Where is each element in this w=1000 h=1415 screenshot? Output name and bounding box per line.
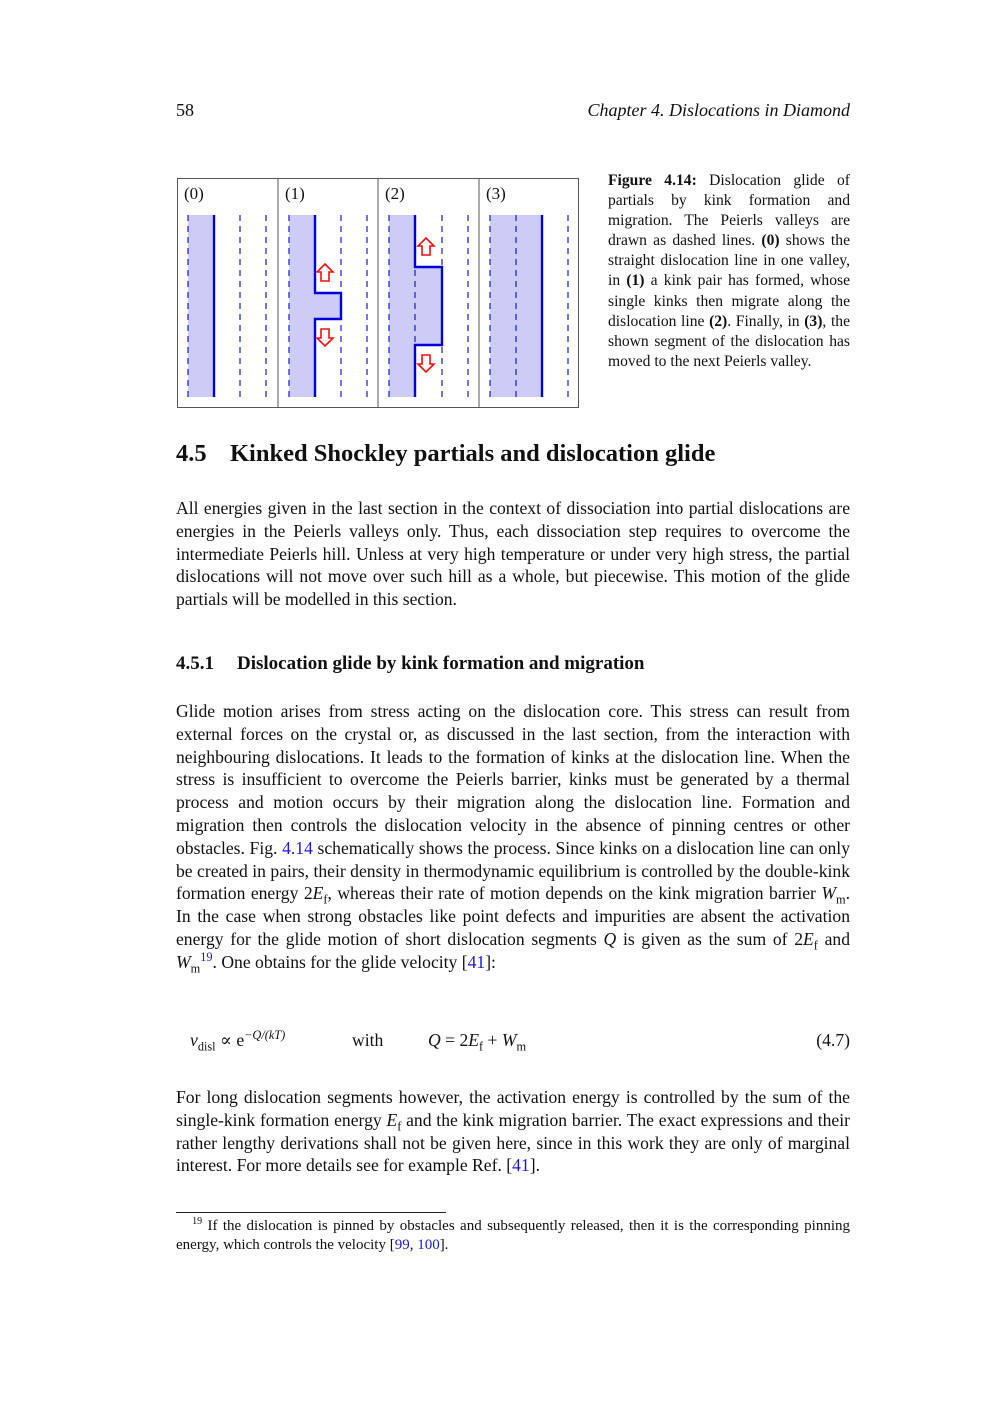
caption-text: , the shown segment of the dislocation has moved to the next Peierls valley. (608, 312, 850, 370)
caption-text: shows the straight dislocation line in one valley, in (608, 232, 850, 290)
math: −Q/(kT) (244, 1028, 286, 1043)
math: f (323, 892, 328, 907)
text: Glide motion arises from stress acting on the dislocation core. This stress can result from external forces on the crystal or, as discussed in the last section, from the interaction with neighbouring dislocations. It leads to the formation of kinks at the dislocation line. When the stress is insufficient to overcome the Peierls barrier, kinks must be generated by a thermal process and motion occurs by their migration along the dislocation line. Formation and migration then controls the dislocation velocity in the absence of pinning centres or other obstacles. Fig. (176, 701, 850, 858)
citation-link[interactable]: 100 (417, 1237, 440, 1253)
math: Q (603, 928, 617, 949)
text: , (409, 1237, 418, 1253)
math: = 2 (440, 1030, 469, 1050)
kink-area (415, 267, 442, 345)
text: . In the case when strong obstacles like point defects and impurities are absent the activation energy for the glide motion of short dislocation segments (176, 883, 851, 949)
equation-number: (4.7) (816, 1030, 850, 1050)
footnote-rule (176, 1212, 446, 1213)
figure-4-14 (170, 170, 590, 415)
math: m (836, 892, 846, 907)
citation-link[interactable]: 99 (394, 1237, 410, 1253)
caption-ref: (2) (709, 312, 728, 330)
subsection-title: Dislocation glide by kink formation and migration (237, 653, 645, 674)
section-heading (176, 440, 715, 468)
arrow-down-icon (418, 355, 434, 372)
paragraph: All energies given in the last section in the context of dissociation into partial dislocations are energies in the Peierls valleys only. Thus, each dissociation step requires to overcome the intermediate Peierls hill. Unless at very high temperature or under very high stress, the partial dislocations will not move over such hill as a whole, but piecewise. This motion of the glide partials will be modelled in this section. (176, 498, 850, 610)
math: W (176, 951, 191, 972)
math: f (397, 1119, 402, 1134)
math: m (190, 961, 201, 976)
kink-area (315, 293, 341, 319)
paragraph (176, 700, 850, 974)
citation-link[interactable]: 41 (512, 1155, 530, 1176)
panel-label-2: (2) (385, 184, 405, 203)
math: f (479, 1039, 484, 1054)
text: and (817, 928, 850, 949)
math: v (190, 1030, 198, 1050)
footnote (176, 1217, 850, 1255)
caption-label: Figure 4.14: (608, 172, 697, 189)
section-title: Kinked Shockley partials and dislocation glide (230, 440, 716, 467)
equation-with: with (352, 1030, 384, 1050)
footnote-mark: 19 (192, 1216, 203, 1227)
paragraph (176, 1086, 850, 1177)
text: If the dislocation is pinned by obstacles and subsequently released, then it is the corresponding pinning energy, which controls the velocity [ (176, 1218, 851, 1253)
text: is given as the sum of 2 (616, 928, 804, 949)
panel-label-3: (3) (486, 184, 506, 203)
caption-ref: (0) (761, 232, 780, 250)
math: W (821, 883, 837, 904)
running-head: Chapter 4. Dislocations in Diamond (587, 100, 850, 120)
section-number: 4.5 (176, 440, 207, 467)
equation-rhs (428, 1030, 527, 1054)
arrow-down-icon (317, 329, 333, 346)
glided-area (289, 215, 315, 397)
math: ∝ e (215, 1030, 245, 1050)
math: E (803, 928, 814, 949)
math: W (501, 1030, 517, 1050)
math: + (483, 1030, 502, 1050)
text: ]: (485, 951, 496, 972)
page-number: 58 (176, 100, 194, 120)
caption-text: Dislocation glide of partials by kink formation and migration. The Peierls valleys are drawn as dashed lines. (608, 172, 850, 250)
glided-area (389, 215, 415, 397)
math: f (813, 938, 818, 953)
equation-lhs (190, 1028, 286, 1054)
text: For long dislocation segments however, the activation energy is controlled by the sum of the single-kink formation energy (176, 1087, 850, 1130)
arrow-up-icon (418, 238, 434, 255)
math: E (468, 1030, 479, 1050)
caption-ref: (1) (626, 272, 645, 290)
math: Q (428, 1030, 441, 1050)
text: schematically shows the process. Since kinks on a dislocation line can only be created in pairs, their density in thermodynamic equilibrium is controlled by the double-kink formation energy 2 (176, 837, 850, 904)
caption-text: a kink pair has formed, whose single kinks then migrate along the dislocation line (608, 272, 850, 330)
figure-caption (608, 171, 850, 372)
text: , whereas their rate of motion depends on the kink migration barrier (327, 883, 822, 904)
text: and the kink migration barrier. The exact expressions and their rather lengthy derivations shall not be given here, since in this work they are only of marginal interest. For more details see for example Ref. [ (176, 1109, 850, 1176)
subsection-number: 4.5.1 (176, 653, 214, 674)
caption-ref: (3) (804, 312, 823, 330)
caption-text: . Finally, in (727, 312, 805, 330)
text: ]. (529, 1155, 540, 1176)
math: m (516, 1039, 527, 1054)
math: E (312, 883, 324, 904)
citation-link[interactable]: 41 (467, 951, 486, 972)
text: . One obtains for the glide velocity [ (212, 951, 468, 972)
math: disl (197, 1039, 216, 1054)
footnote-link[interactable]: 19 (200, 949, 213, 964)
math: E (386, 1109, 398, 1130)
glided-area (188, 215, 214, 397)
text: ]. (439, 1237, 449, 1253)
figure-link[interactable]: 4.14 (282, 837, 313, 858)
arrow-up-icon (317, 264, 333, 281)
panel-label-1: (1) (285, 184, 305, 203)
subsection-heading (176, 653, 645, 675)
panel-label-0: (0) (184, 184, 204, 203)
